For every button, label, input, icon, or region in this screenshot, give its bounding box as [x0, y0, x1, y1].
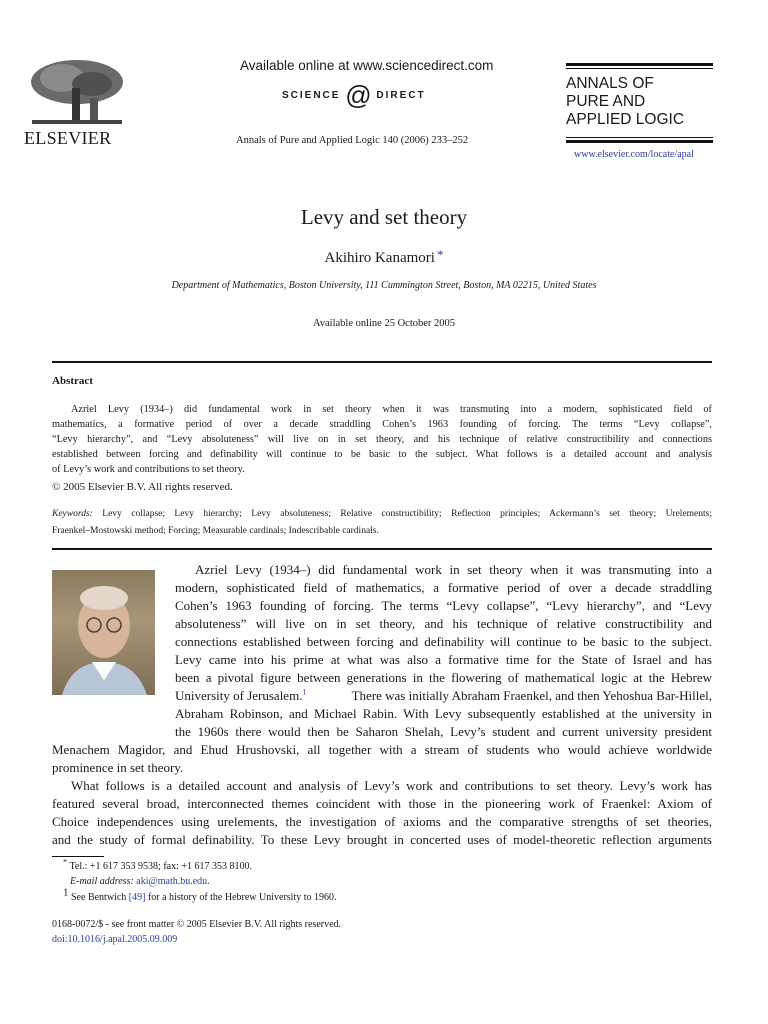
- publisher-name: ELSEVIER: [24, 128, 112, 148]
- body-line: connections established between forcing and definability will continue to be basic to the subject.: [175, 634, 712, 649]
- abstract-line: mathematics, a formative period of over a decade straddling Cohen’s 1963 founding of forcing. The terms “Levy collapse”,: [52, 419, 712, 430]
- journal-title-line: PURE AND: [566, 93, 646, 110]
- available-date: Available online 25 October 2005: [312, 318, 456, 329]
- body-line: Choice independences using urelements, the investigation of axioms and the comparative strengths of set theories,: [52, 814, 712, 829]
- footnote-1-link[interactable]: 1: [302, 687, 307, 697]
- journal-rule-bottom2: [566, 140, 713, 143]
- body-line: Menachem Magidor, and Ehud Hrushovski, all together with a stream of students who would achieve worldwide: [52, 742, 712, 757]
- sciencedirect-at-icon: @: [345, 80, 372, 110]
- body-line: [175, 688, 712, 704]
- footnote-rule: [52, 856, 104, 857]
- body-line: Abraham Robinson, and Michael Rabin. With Levy subsequently established at the university in: [175, 706, 712, 721]
- body-line: Levy came into his prime at what was also a formative time for the State of Israel and has: [175, 652, 712, 667]
- issn-line: 0168-0072/$ - see front matter © 2005 Elsevier B.V. All rights reserved.: [52, 919, 342, 930]
- divider-top: [52, 361, 712, 363]
- journal-rule-top: [566, 63, 713, 66]
- body-line: been a pivotal figure between generations in the flowering of mathematical logic at the Hebrew: [175, 670, 712, 685]
- body-line: featured several broad, interconnected themes coincident with those in the pioneering work of Fraenkel: Axiom of: [52, 796, 712, 811]
- sciencedirect-left: SCIENCE: [282, 90, 341, 101]
- author-photo: [52, 570, 155, 695]
- paper-title: Levy and set theory: [300, 205, 468, 229]
- author: [0, 247, 768, 267]
- body-line: and the study of formal definability. To these Levy brought in concerted uses of model-theoretic reflection arguments: [52, 832, 712, 847]
- journal-rule-bottom: [566, 137, 713, 138]
- abstract-line: Azriel Levy (1934–) did fundamental work in set theory when it was transmuting into a modern, sophisticated field of: [71, 404, 712, 415]
- body-line: the 1960s there would then be Saharon Shelah, Levy’s student and current university president: [175, 724, 712, 739]
- body-text: University of Jerusalem.: [175, 688, 303, 703]
- body-line: Cohen’s 1963 founding of forcing. The terms “Levy collapse”, “Levy hierarchy”, and “Levy: [175, 598, 712, 613]
- elsevier-tree-logo: [22, 58, 132, 126]
- journal-title-line: APPLIED LOGIC: [566, 111, 685, 128]
- journal-rule-top2: [566, 68, 713, 69]
- body-line: Azriel Levy (1934–) did fundamental work in set theory when it was transmuting into a: [195, 562, 712, 577]
- footnote-1-mark: 1: [63, 886, 69, 899]
- sciencedirect-logo: [282, 80, 426, 111]
- body-line: What follows is a detailed account and analysis of Levy’s work and contributions to set theory. Levy’s work has: [71, 778, 712, 793]
- abstract-line: “Levy hierarchy”, and “Levy absoluteness” will live on in set theory, and his technique of relative constructibility and connections: [52, 434, 712, 445]
- body-line: absoluteness” will live on in set theory, and his technique of relative constructibility and: [175, 616, 712, 631]
- abstract-line: established between forcing and definability will continue to be basic to the subject. What follows is a detailed account and analysis: [52, 449, 712, 460]
- keywords-label: Keywords:: [52, 509, 93, 519]
- keywords-line: [52, 508, 712, 520]
- affiliation: Department of Mathematics, Boston University, 111 Cummington Street, Boston, MA 02215, United States: [171, 280, 597, 291]
- body-text: There was initially Abraham Fraenkel, and then Yehoshua Bar-Hillel,: [351, 688, 712, 703]
- footnote-1: [63, 886, 337, 904]
- body-line: modern, sophisticated field of mathematics, a formative period of over a decade straddling: [175, 580, 712, 595]
- footnote-star: [63, 857, 253, 873]
- journal-title: [566, 75, 684, 129]
- email-link[interactable]: aki@math.bu.edu: [136, 876, 208, 887]
- journal-title-line: ANNALS OF: [566, 75, 654, 92]
- footnote-star-mark: *: [63, 857, 68, 867]
- abstract-heading: Abstract: [52, 375, 93, 387]
- sciencedirect-right: DIRECT: [376, 90, 426, 101]
- body-line: prominence in set theory.: [52, 760, 184, 775]
- footnote-email: E-mail address: aki@math.bu.edu.: [70, 876, 210, 887]
- reference-49-link[interactable]: [49]: [128, 892, 146, 903]
- email-label: E-mail address:: [70, 876, 134, 887]
- keywords-text: Levy collapse; Levy hierarchy; Levy absoluteness; Relative constructibility; Reflection principles; Ackermann’s set theory; Urelements;: [102, 509, 712, 519]
- divider-bottom: [52, 548, 712, 550]
- available-online: Available online at www.sciencedirect.com: [240, 58, 494, 73]
- keywords-line: Fraenkel–Mostowski method; Forcing; Measurable cardinals; Indescribable cardinals.: [52, 526, 379, 536]
- author-footnote-link[interactable]: *: [436, 247, 444, 262]
- footnote-1-text: for a history of the Hebrew University to 1960.: [145, 892, 337, 903]
- citation: Annals of Pure and Applied Logic 140 (2006) 233–252: [236, 135, 469, 146]
- doi-link[interactable]: doi:10.1016/j.apal.2005.09.009: [52, 934, 178, 945]
- author-name: Akihiro Kanamori: [324, 250, 435, 266]
- abstract-copyright: © 2005 Elsevier B.V. All rights reserved.: [52, 481, 233, 493]
- journal-url-link[interactable]: www.elsevier.com/locate/apal: [574, 149, 694, 160]
- footnote-1-text: See Bentwich: [71, 892, 129, 903]
- footnote-tel: Tel.: +1 617 353 9538; fax: +1 617 353 8100.: [69, 861, 253, 872]
- abstract-line: of Levy’s work and contributions to set theory.: [52, 464, 245, 475]
